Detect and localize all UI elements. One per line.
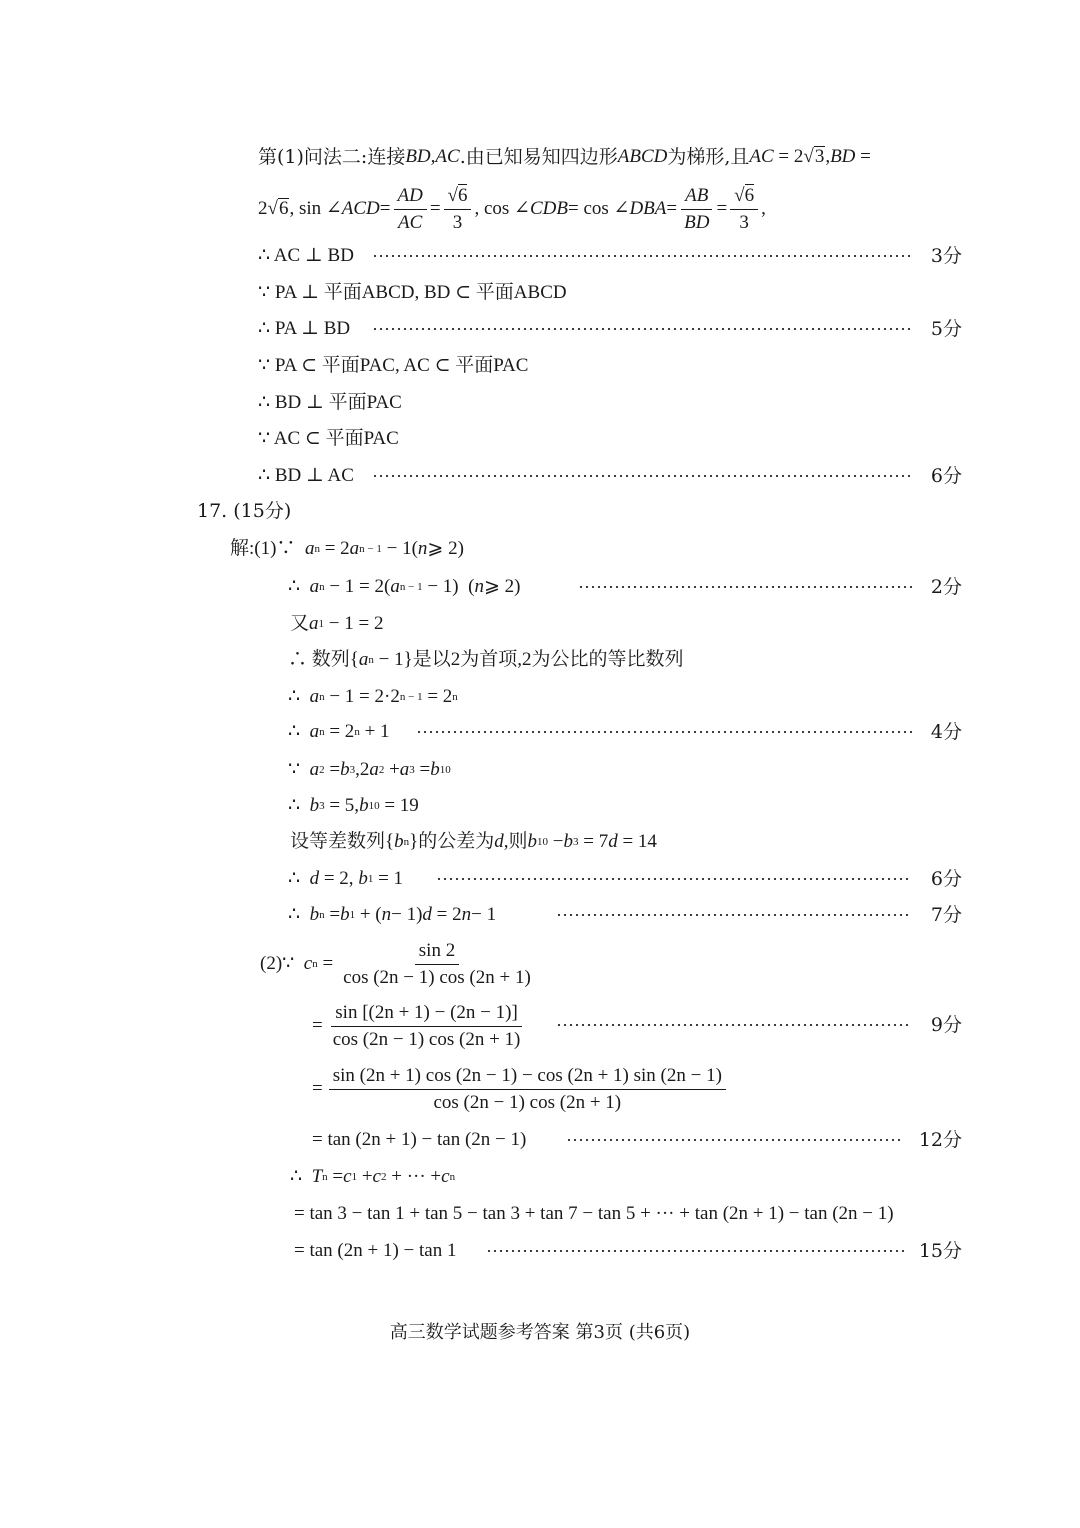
cos-cdb-label: , cos ∠ — [474, 198, 530, 219]
leader-dots — [556, 1012, 920, 1038]
angle-cdb: CDB — [529, 198, 568, 219]
q17-part2-step1: = $\frac{\sin [(2n + 1) - (2n - 1)]}{\cos (2n - 1) \cos (2n + 1)}$ — [312, 1000, 527, 1052]
q17-step10: ∴ b n = b 1 + ( n − 1) d = 2 n − 1 — [288, 902, 496, 928]
q17-header — [197, 498, 291, 524]
part2-label: (2)∵ — [260, 953, 295, 974]
step-bd-perp-ac — [258, 463, 354, 489]
frac-den: 3 — [452, 211, 463, 233]
frac-sqrt6-3-b: $\frac{√6}{3}$ — [730, 185, 758, 234]
score-6: 6分 — [930, 465, 962, 487]
therefore: ∴ — [288, 576, 301, 597]
intro-bd: BD — [830, 146, 856, 167]
leader-dots — [556, 902, 920, 928]
score-5: 5分 — [930, 318, 962, 340]
score-3: 3分 — [930, 245, 962, 267]
frac-step2 — [329, 1065, 726, 1114]
q17-step2: 又 a 1 − 1 = 2 — [290, 611, 383, 637]
score-6b: 6分 — [930, 868, 962, 890]
intro-ac: AC — [749, 146, 774, 167]
frac-num: AD — [394, 185, 427, 210]
seq-text: ∴ 数列{ — [288, 649, 359, 670]
eq: = — [379, 198, 391, 219]
solution-label: 解:(1)∵ — [230, 538, 296, 559]
step-ac-in-plane — [258, 426, 399, 452]
step-ac-perp-bd — [258, 243, 354, 269]
step-bd-perp-plane — [258, 390, 402, 416]
step-text: = tan 3 − tan 1 + tan 5 − tan 3 + tan 7 − tan 5 + ··· + tan (2n + 1) − tan (2n − 1) — [294, 1203, 894, 1224]
frac-num: sin [(2n + 1) − (2n − 1)] — [331, 1002, 522, 1027]
because: ∵ — [288, 759, 301, 780]
therefore: ∴ — [288, 795, 301, 816]
frac-den: cos (2n − 1) cos (2n + 1) — [433, 1091, 622, 1113]
step-text: ∴ BD ⊥ 平面PAC — [258, 392, 402, 413]
eq: = — [429, 198, 441, 219]
step-text: ∴ PA ⊥ BD — [258, 318, 351, 339]
q17-step6: ∵ a 2 = b 3 ,2 a 2 + a 3 = b 10 — [288, 757, 451, 783]
coef-2: 2 — [258, 198, 268, 219]
step-pa-perp-plane — [258, 280, 567, 306]
q17-step3: ∴ 数列{ a n − 1 }是以2为首项,2为公比的等比数列 — [288, 647, 683, 673]
q17-step1: ∴ a n − 1 = 2( a n − 1 − 1) ( n ⩾ 2) — [288, 574, 520, 600]
q17-tn-def: ∴ T n = c 1 + c 2 + ··· + c n — [290, 1164, 455, 1190]
score-15: 15分 — [918, 1240, 962, 1262]
sqrt-6-radicand: 6 — [278, 198, 289, 219]
frac-den: cos (2n − 1) cos (2n + 1) — [343, 966, 531, 988]
score-2: 2分 — [930, 576, 962, 598]
intro-quad: ABCD — [617, 146, 668, 167]
frac-step1 — [329, 1002, 525, 1051]
q17-step4: ∴ a n − 1 = 2·2 n − 1 = 2 n — [288, 684, 458, 710]
frac-num: 6 — [744, 184, 755, 206]
leader-dots — [372, 243, 920, 269]
therefore: ∴ — [288, 904, 301, 925]
therefore: ∴ — [288, 686, 301, 707]
step-text: ∵ PA ⊂ 平面PAC, AC ⊂ 平面PAC — [258, 355, 529, 376]
frac-num: sin (2n + 1) cos (2n − 1) − cos (2n + 1) sin (2n − 1) — [329, 1065, 726, 1090]
method2-intro — [258, 144, 871, 170]
score-9: 9分 — [930, 1014, 962, 1036]
intro-text-2: .由已知易知四边形 — [459, 146, 618, 168]
intro-eq-2: = — [855, 146, 871, 167]
leader-dots — [566, 1127, 912, 1153]
seq-text-2: }是以2为首项,2为公比的等比数列 — [403, 649, 684, 670]
step-text: = tan (2n + 1) − tan 1 — [294, 1240, 457, 1261]
score-12: 12分 — [918, 1129, 962, 1151]
intro-text-3: 为梯形,且 — [667, 146, 750, 168]
q17-step5: ∴ a n = 2 n + 1 — [288, 719, 390, 745]
eq: = — [716, 198, 728, 219]
sqrt-6: √ 6 — [267, 198, 289, 219]
arith-text-2: }的公差为 — [409, 831, 495, 852]
q17-step8: 设等差数列{ b n }的公差为 d ,则 b 10 − b 3 = 7 d = 14 — [290, 829, 657, 855]
arith-text: 设等差数列{ — [290, 831, 395, 852]
q17-given: 解:(1)∵ a n = 2 a n − 1 − 1( n ⩾ 2) — [230, 536, 464, 562]
frac-sqrt6-3: $\frac{√6}{3}$ — [444, 185, 472, 234]
frac-num: 6 — [457, 184, 468, 206]
frac-num: AB — [681, 185, 712, 210]
leader-dots — [372, 463, 920, 489]
q17-part2-cn: (2)∵ c n = $\frac{\sin 2}{\cos (2n - 1) \cos (2n + 1)}$ — [260, 938, 538, 990]
frac-ab-bd — [680, 185, 713, 234]
score-4: 4分 — [930, 721, 962, 743]
intro-text: 第(1)问法二:连接 — [258, 146, 406, 168]
q17-step7: ∴ b 3 = 5, b 10 = 19 — [288, 793, 419, 819]
method2-values — [258, 184, 766, 234]
frac-den: 3 — [739, 211, 749, 233]
frac-den: cos (2n − 1) cos (2n + 1) — [332, 1028, 521, 1050]
cos-dba-label: = cos ∠ — [567, 198, 630, 219]
step-pa-perp-bd — [258, 316, 350, 342]
score-7: 7分 — [930, 904, 962, 926]
leader-dots — [372, 316, 920, 342]
leader-dots — [416, 719, 920, 745]
step-text: = tan (2n + 1) − tan (2n − 1) — [312, 1129, 527, 1150]
arith-text-3: ,则 — [503, 831, 528, 852]
sqrt-3: √ 3 — [803, 146, 825, 167]
q17-tn-result — [294, 1238, 456, 1264]
angle-acd: ACD — [341, 198, 380, 219]
eq: = — [666, 198, 678, 219]
q17-tn-expand — [294, 1201, 894, 1227]
q17-title: 17. (15分) — [197, 500, 292, 522]
leader-dots — [486, 1238, 912, 1264]
step-text: ∵ AC ⊂ 平面PAC — [258, 428, 399, 449]
step-text: ∴ AC ⊥ BD — [258, 245, 354, 266]
step-pa-in-plane — [258, 353, 528, 379]
page-footer: 高三数学试题参考答案 第3页 (共6页) — [389, 1322, 691, 1343]
frac-den: BD — [684, 211, 710, 233]
intro-eq: = 2 — [773, 146, 804, 167]
frac-cn — [339, 940, 535, 989]
frac-ad-ac — [394, 185, 427, 234]
frac-den: AC — [398, 211, 423, 233]
therefore: ∴ — [288, 721, 301, 742]
angle-dba: DBA — [629, 198, 667, 219]
frac-num: sin 2 — [415, 940, 459, 965]
sin-acd-label: , sin ∠ — [289, 198, 342, 219]
leader-dots — [578, 574, 920, 600]
therefore: ∴ — [290, 1166, 303, 1187]
leader-dots — [436, 866, 920, 892]
sqrt-3-radicand: 3 — [814, 146, 825, 167]
q17-part2-step2: = $\frac{\sin (2n + 1) \cos (2n - 1) - \cos (2n + 1) \sin (2n - 1)}{\cos (2n - 1) \cos (2n + 1)}$ — [312, 1063, 729, 1115]
q17-step9: ∴ d = 2, b 1 = 1 — [288, 866, 403, 892]
intro-segments: BD,AC — [405, 146, 460, 167]
step-text: ∴ BD ⊥ AC — [258, 465, 354, 486]
also-label: 又 — [290, 613, 310, 634]
comma: , — [825, 146, 831, 167]
therefore: ∴ — [288, 868, 301, 889]
q17-part2-step3 — [312, 1127, 526, 1153]
comma: , — [761, 198, 766, 219]
step-text: ∵ PA ⊥ 平面ABCD, BD ⊂ 平面ABCD — [258, 282, 567, 303]
